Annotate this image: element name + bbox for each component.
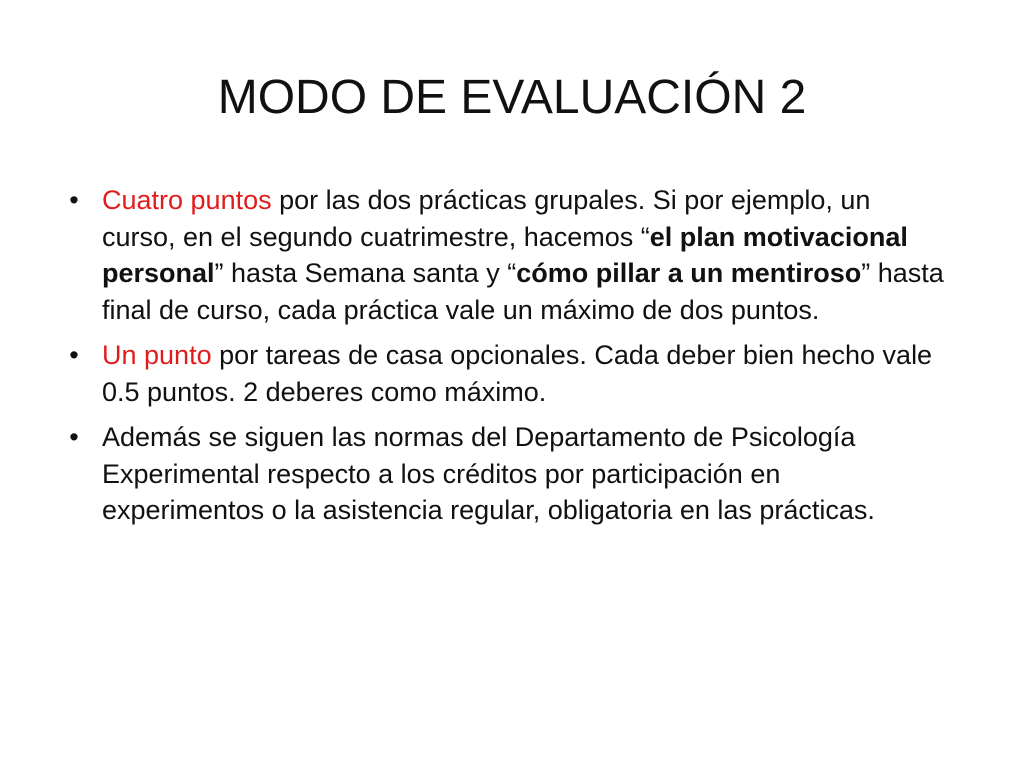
bullet-text: ” hasta final de curso, cada práctica vale un máximo de dos puntos. [102, 258, 944, 325]
bullet-text: Además se siguen las normas del Departamento de Psicología Experimental respecto a los créditos por participación en experimentos o la asistencia regular, obligatoria en las prácticas. [102, 422, 875, 525]
bullet-text: ” hasta Semana santa y “ [214, 258, 517, 288]
bullet-highlight: Cuatro puntos [102, 185, 272, 215]
bullet-item-3 [64, 419, 944, 529]
bullet-text: por las dos prácticas grupales. Si por ejemplo, un curso, en el segundo cuatrimestre, hacemos “ [102, 185, 871, 252]
bullet-highlight: Un punto [102, 340, 212, 370]
bullet-text: por tareas de casa opcionales. Cada deber bien hecho vale 0.5 puntos. 2 deberes como máximo. [102, 340, 933, 407]
bullet-marker: • [69, 422, 79, 452]
bullet-list [64, 182, 944, 538]
slide-title: MODO DE EVALUACIÓN 2 [217, 71, 807, 124]
bullet-item-1 [64, 182, 944, 328]
bullet-marker: • [69, 185, 79, 215]
bullet-marker: • [69, 340, 79, 370]
bullet-item-2 [64, 337, 944, 410]
bullet-bold-text: el plan motivacional personal [102, 221, 908, 288]
bullet-bold-text: cómo pillar a un mentiroso [516, 258, 862, 288]
